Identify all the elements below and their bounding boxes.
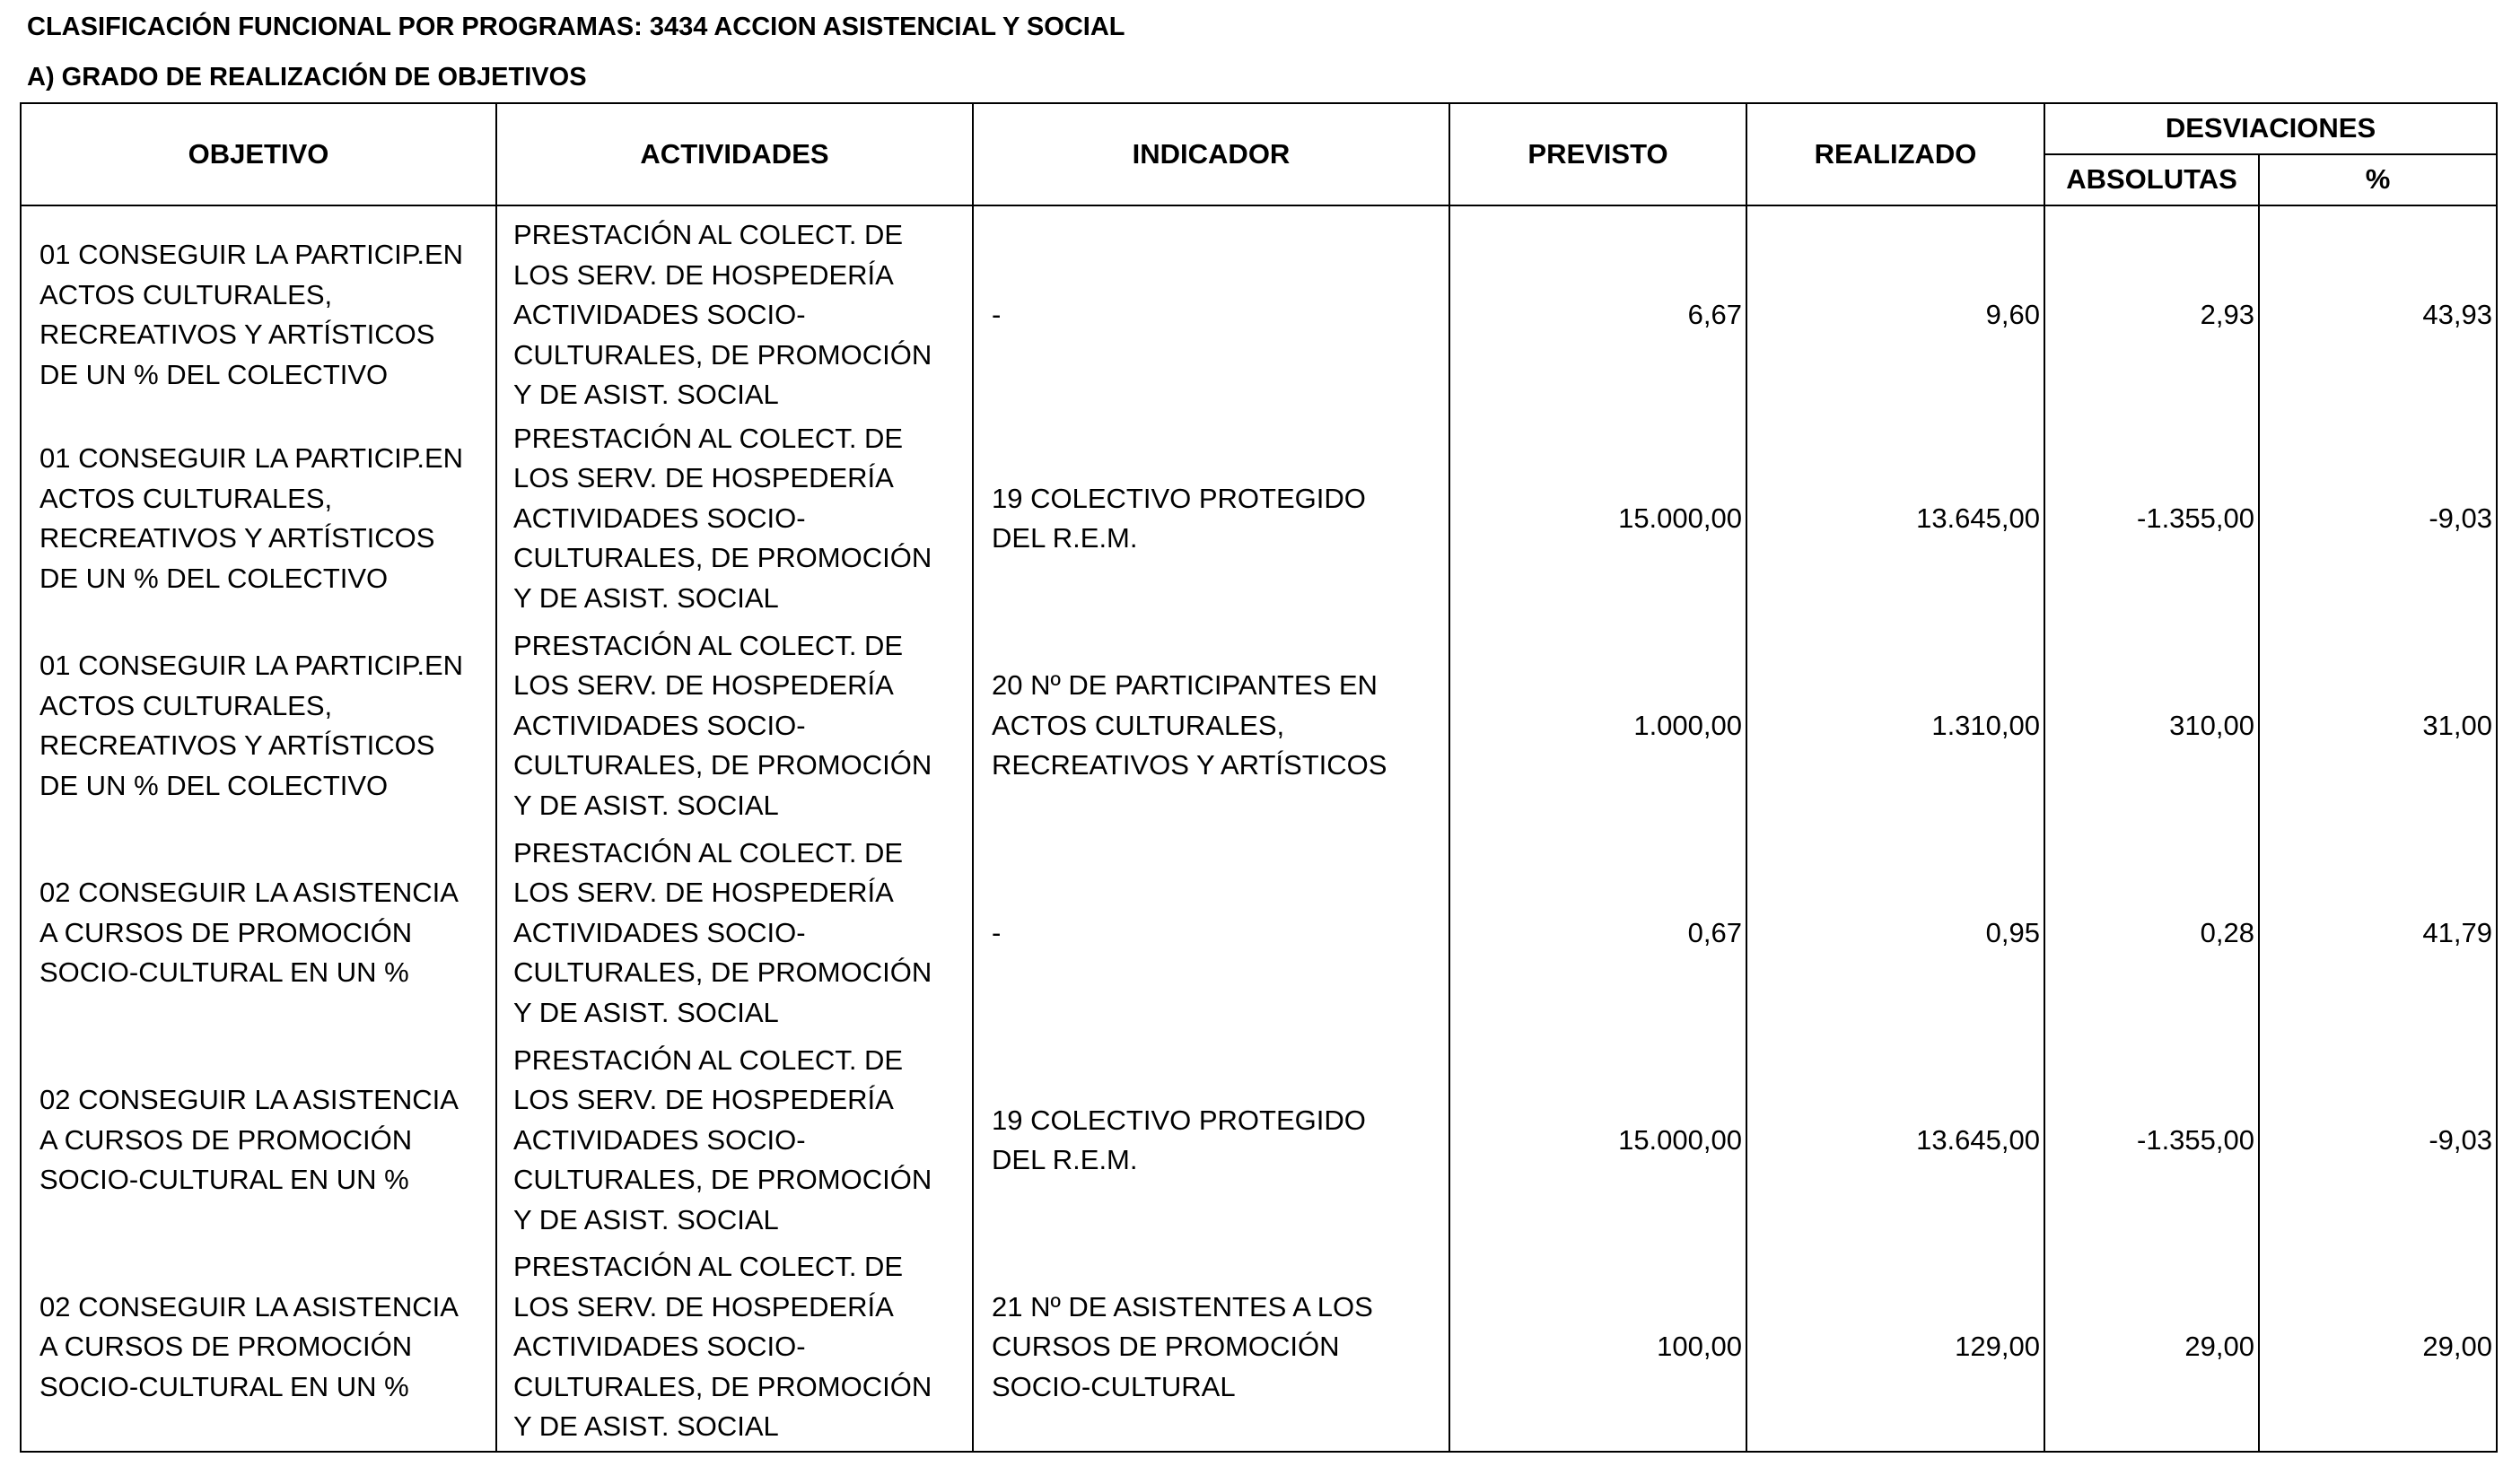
cell-realizado: 0,95 [1746, 830, 2044, 1037]
table-row [21, 1244, 2497, 1452]
actividades-line: PRESTACIÓN AL COLECT. DE [513, 836, 904, 869]
column-header-actividades: ACTIVIDADES [496, 103, 973, 205]
objetivo-line: ACTOS CULTURALES, [39, 482, 333, 514]
cell-indicador [973, 623, 1449, 830]
table-row [21, 623, 2497, 830]
column-header-desviaciones: DESVIACIONES [2044, 103, 2497, 154]
objetivo-line: 02 CONSEGUIR LA ASISTENCIA [39, 877, 459, 909]
indicador-line: - [992, 916, 1002, 948]
actividades-line: CULTURALES, DE PROMOCIÓN [513, 956, 932, 989]
cell-absolutas: -1.355,00 [2044, 415, 2259, 623]
cell-previsto: 6,67 [1449, 205, 1746, 415]
actividades-line: Y DE ASIST. SOCIAL [513, 581, 779, 614]
actividades-line: PRESTACIÓN AL COLECT. DE [513, 629, 904, 661]
actividades-line: LOS SERV. DE HOSPEDERÍA [513, 1290, 894, 1323]
cell-previsto: 15.000,00 [1449, 415, 1746, 623]
cell-realizado: 129,00 [1746, 1244, 2044, 1452]
actividades-line: ACTIVIDADES SOCIO- [513, 502, 806, 534]
column-header-previsto: PREVISTO [1449, 103, 1746, 205]
cell-indicador [973, 1244, 1449, 1452]
cell-porcentaje: -9,03 [2259, 1037, 2497, 1244]
program-title: CLASIFICACIÓN FUNCIONAL POR PROGRAMAS: 3434 ACCION ASISTENCIAL Y SOCIAL [27, 13, 1125, 41]
cell-absolutas: 29,00 [2044, 1244, 2259, 1452]
objetivo-line: 01 CONSEGUIR LA PARTICIP.EN [39, 239, 464, 271]
section-title: A) GRADO DE REALIZACIÓN DE OBJETIVOS [27, 63, 587, 92]
actividades-line: PRESTACIÓN AL COLECT. DE [513, 1043, 904, 1076]
actividades-line: CULTURALES, DE PROMOCIÓN [513, 338, 932, 371]
column-header-indicador: INDICADOR [973, 103, 1449, 205]
cell-porcentaje: 31,00 [2259, 623, 2497, 830]
objetivo-line: A CURSOS DE PROMOCIÓN [39, 1123, 413, 1156]
objetivo-line: 01 CONSEGUIR LA PARTICIP.EN [39, 442, 464, 474]
actividades-line: CULTURALES, DE PROMOCIÓN [513, 749, 932, 781]
objetivo-line: A CURSOS DE PROMOCIÓN [39, 1331, 413, 1363]
actividades-line: PRESTACIÓN AL COLECT. DE [513, 422, 904, 454]
actividades-line: Y DE ASIST. SOCIAL [513, 996, 779, 1028]
actividades-line: Y DE ASIST. SOCIAL [513, 379, 779, 410]
cell-previsto: 15.000,00 [1449, 1037, 1746, 1244]
actividades-line: Y DE ASIST. SOCIAL [513, 1410, 779, 1443]
cell-realizado: 13.645,00 [1746, 1037, 2044, 1244]
cell-porcentaje: -9,03 [2259, 415, 2497, 623]
cell-absolutas: 0,28 [2044, 830, 2259, 1037]
cell-objetivo [21, 1037, 496, 1244]
objetivo-line: ACTOS CULTURALES, [39, 689, 333, 721]
cell-actividades [496, 205, 973, 415]
actividades-line: CULTURALES, DE PROMOCIÓN [513, 1370, 932, 1402]
column-header-realizado: REALIZADO [1746, 103, 2044, 205]
objetivo-line: DE UN % DEL COLECTIVO [39, 562, 389, 594]
indicador-line: DEL R.E.M. [992, 522, 1138, 554]
cell-objetivo [21, 415, 496, 623]
table-row [21, 205, 2497, 415]
indicador-line: ACTOS CULTURALES, [992, 709, 1285, 741]
cell-indicador [973, 1037, 1449, 1244]
indicador-line: 21 Nº DE ASISTENTES A LOS [992, 1290, 1373, 1323]
objetivo-line: RECREATIVOS Y ARTÍSTICOS [39, 729, 435, 761]
indicador-line: RECREATIVOS Y ARTÍSTICOS [992, 749, 1387, 781]
column-header-absolutas: ABSOLUTAS [2044, 154, 2259, 205]
cell-objetivo [21, 830, 496, 1037]
indicador-line: - [992, 299, 1002, 330]
actividades-line: LOS SERV. DE HOSPEDERÍA [513, 462, 894, 494]
indicador-line: SOCIO-CULTURAL [992, 1370, 1236, 1402]
actividades-line: LOS SERV. DE HOSPEDERÍA [513, 258, 894, 291]
table-row [21, 415, 2497, 623]
actividades-line: LOS SERV. DE HOSPEDERÍA [513, 1084, 894, 1116]
objetivo-line: SOCIO-CULTURAL EN UN % [39, 956, 409, 989]
cell-objetivo [21, 205, 496, 415]
actividades-line: ACTIVIDADES SOCIO- [513, 1123, 806, 1156]
table-row [21, 830, 2497, 1037]
actividades-line: Y DE ASIST. SOCIAL [513, 789, 779, 821]
cell-absolutas: -1.355,00 [2044, 1037, 2259, 1244]
indicador-line: 20 Nº DE PARTICIPANTES EN [992, 669, 1378, 702]
cell-realizado: 13.645,00 [1746, 415, 2044, 623]
objetivo-line: DE UN % DEL COLECTIVO [39, 769, 389, 801]
table-row [21, 1037, 2497, 1244]
cell-indicador [973, 830, 1449, 1037]
cell-objetivo [21, 1244, 496, 1452]
cell-previsto: 100,00 [1449, 1244, 1746, 1452]
column-header-porcentaje: % [2259, 154, 2497, 205]
indicador-line: DEL R.E.M. [992, 1144, 1138, 1175]
objetivo-line: SOCIO-CULTURAL EN UN % [39, 1164, 409, 1196]
objetivo-line: ACTOS CULTURALES, [39, 278, 333, 310]
actividades-line: CULTURALES, DE PROMOCIÓN [513, 1164, 932, 1196]
actividades-line: PRESTACIÓN AL COLECT. DE [513, 219, 904, 250]
cell-actividades [496, 1244, 973, 1452]
actividades-line: ACTIVIDADES SOCIO- [513, 299, 806, 330]
objetivo-line: DE UN % DEL COLECTIVO [39, 358, 389, 390]
cell-porcentaje: 29,00 [2259, 1244, 2497, 1452]
cell-indicador [973, 415, 1449, 623]
objetivo-line: SOCIO-CULTURAL EN UN % [39, 1370, 409, 1402]
cell-absolutas: 2,93 [2044, 205, 2259, 415]
actividades-line: ACTIVIDADES SOCIO- [513, 1331, 806, 1363]
actividades-line: Y DE ASIST. SOCIAL [513, 1203, 779, 1235]
cell-actividades [496, 415, 973, 623]
objectives-table [20, 102, 2498, 1453]
objetivo-line: RECREATIVOS Y ARTÍSTICOS [39, 522, 435, 554]
cell-previsto: 0,67 [1449, 830, 1746, 1037]
column-header-objetivo: OBJETIVO [21, 103, 496, 205]
cell-indicador [973, 205, 1449, 415]
cell-porcentaje: 41,79 [2259, 830, 2497, 1037]
objetivo-line: RECREATIVOS Y ARTÍSTICOS [39, 319, 435, 351]
indicador-line: CURSOS DE PROMOCIÓN [992, 1331, 1340, 1363]
cell-actividades [496, 830, 973, 1037]
actividades-line: CULTURALES, DE PROMOCIÓN [513, 542, 932, 574]
cell-realizado: 9,60 [1746, 205, 2044, 415]
actividades-line: ACTIVIDADES SOCIO- [513, 709, 806, 741]
actividades-line: LOS SERV. DE HOSPEDERÍA [513, 669, 894, 702]
cell-porcentaje: 43,93 [2259, 205, 2497, 415]
cell-objetivo [21, 623, 496, 830]
table-body [21, 205, 2497, 1452]
cell-realizado: 1.310,00 [1746, 623, 2044, 830]
objetivo-line: 01 CONSEGUIR LA PARTICIP.EN [39, 650, 464, 681]
cell-actividades [496, 623, 973, 830]
objetivo-line: 02 CONSEGUIR LA ASISTENCIA [39, 1290, 459, 1323]
actividades-line: ACTIVIDADES SOCIO- [513, 916, 806, 948]
cell-absolutas: 310,00 [2044, 623, 2259, 830]
objetivo-line: A CURSOS DE PROMOCIÓN [39, 916, 413, 948]
objetivo-line: 02 CONSEGUIR LA ASISTENCIA [39, 1084, 459, 1116]
indicador-line: 19 COLECTIVO PROTEGIDO [992, 482, 1366, 514]
actividades-line: LOS SERV. DE HOSPEDERÍA [513, 877, 894, 909]
cell-previsto: 1.000,00 [1449, 623, 1746, 830]
indicador-line: 19 COLECTIVO PROTEGIDO [992, 1104, 1366, 1136]
actividades-line: PRESTACIÓN AL COLECT. DE [513, 1251, 904, 1283]
cell-actividades [496, 1037, 973, 1244]
